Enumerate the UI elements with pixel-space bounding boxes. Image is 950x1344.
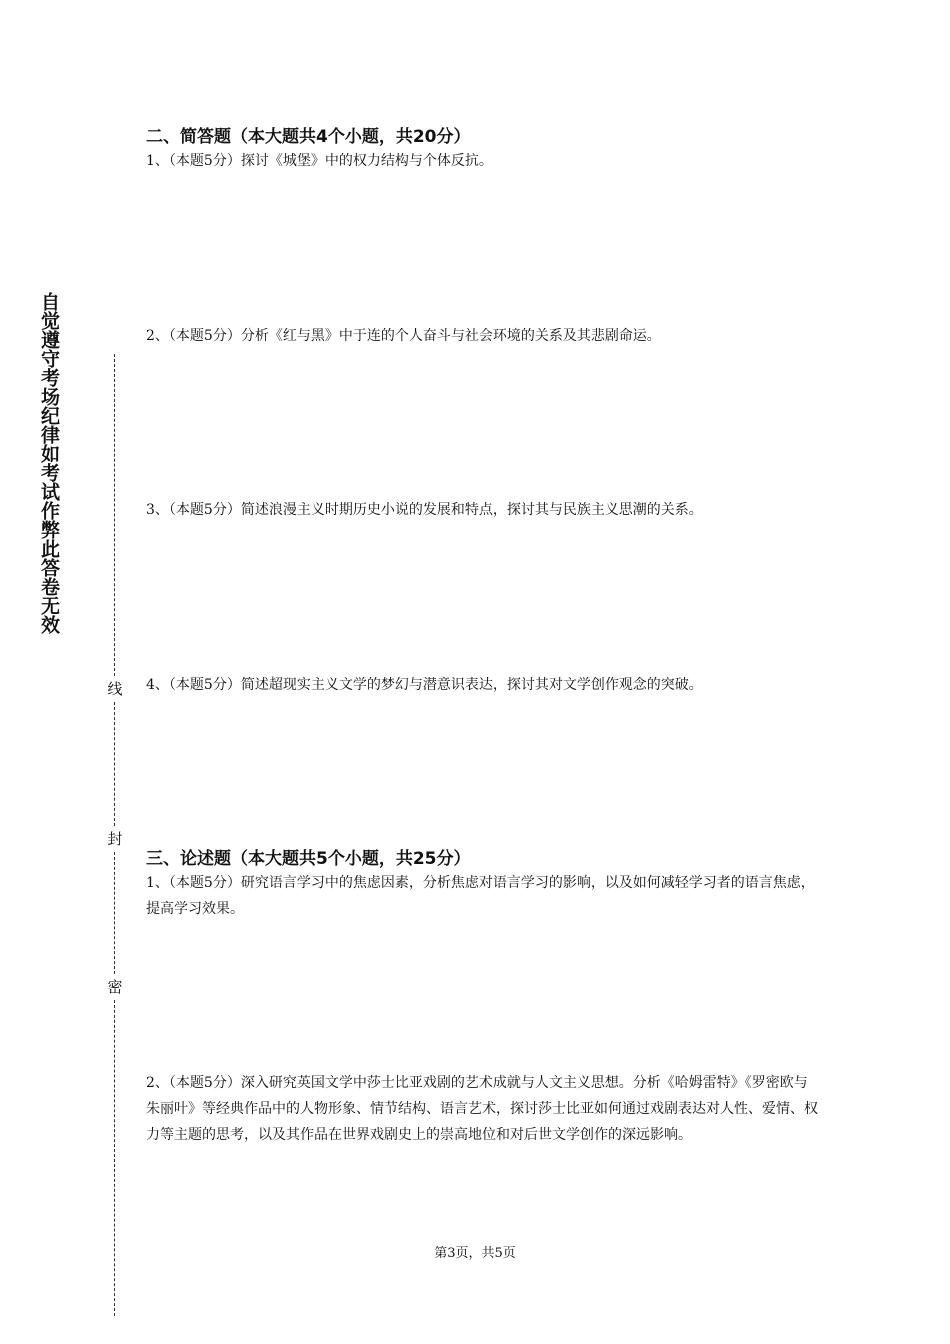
binding-dashed-line-top — [114, 354, 115, 676]
question-2-4: 4、（本题5分）简述超现实主义文学的梦幻与潜意识表达，探讨其对文学创作观念的突破。 — [146, 677, 703, 693]
binding-label-secret: 密 — [107, 978, 123, 996]
page-footer: 第3页，共5页 — [434, 1246, 516, 1261]
question-2-1: 1、（本题5分）探讨《城堡》中的权力结构与个体反抗。 — [146, 153, 493, 169]
binding-dashed-line-mid — [114, 702, 115, 826]
side-notice: 自觉遵守考场纪律如考试作弊此答卷无效 — [38, 292, 60, 634]
binding-label-seal: 封 — [107, 830, 123, 848]
question-3-2: 2、（本题5分）深入研究英国文学中莎士比亚戏剧的艺术成就与人文主义思想。分析《哈姆雷特》《罗密欧与朱丽叶》等经典作品中的人物形象、情节结构、语言艺术，探讨莎士比亚如何通过戏剧表达对人性、爱情、权力等主题的思考，以及其作品在世界戏剧史上的崇高地位和对后世文学创作的深远影响。 — [146, 1075, 818, 1143]
binding-dashed-line-bottom — [114, 1000, 115, 1316]
question-2-2: 2、（本题5分）分析《红与黑》中于连的个人奋斗与社会环境的关系及其悲剧命运。 — [146, 328, 661, 344]
question-3-1: 1、（本题5分）研究语言学习中的焦虑因素，分析焦虑对语言学习的影响，以及如何减轻学习者的语言焦虑，提高学习效果。 — [146, 875, 815, 917]
question-2-3: 3、（本题5分）简述浪漫主义时期历史小说的发展和特点，探讨其与民族主义思潮的关系。 — [146, 502, 703, 518]
binding-label-line: 线 — [107, 680, 123, 698]
section-title-essay: 三、论述题（本大题共5个小题，共25分） — [146, 849, 471, 869]
binding-dashed-line-lower — [114, 852, 115, 974]
section-title-short-answer: 二、简答题（本大题共4个小题，共20分） — [146, 127, 471, 147]
